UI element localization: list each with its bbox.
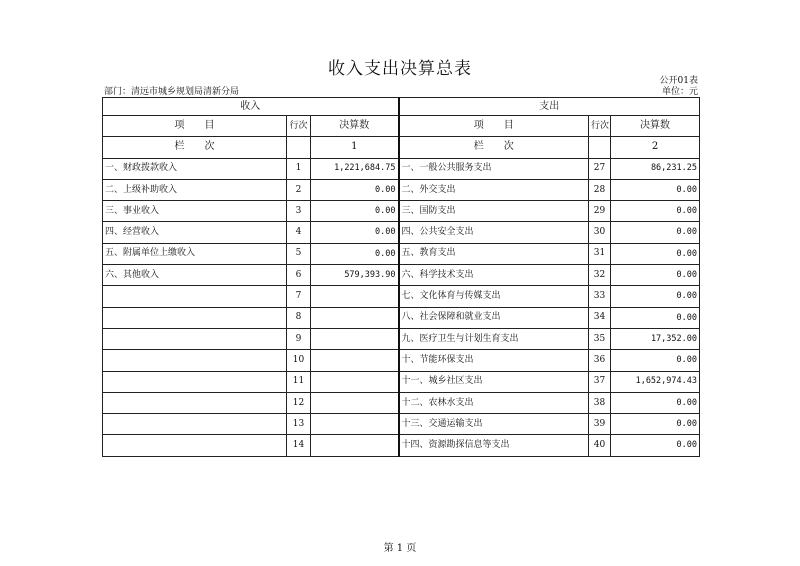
income-item-name [103, 392, 287, 413]
income-section-header: 收入 [103, 98, 399, 116]
expense-item-name: 六、科学技术支出 [399, 265, 589, 286]
expense-row-number: 35 [589, 328, 611, 349]
column-header-row [103, 116, 700, 137]
income-item-name [103, 414, 287, 435]
income-row-number: 11 [287, 371, 311, 392]
expense-item-name: 一、一般公共服务支出 [399, 158, 589, 179]
page-title: 收入支出决算总表 [328, 59, 472, 79]
income-column-label: 栏 次 [103, 137, 287, 158]
expense-row-number: 28 [589, 179, 611, 200]
expense-amount: 0.00 [611, 435, 700, 456]
expense-item-name: 十、节能环保支出 [399, 350, 589, 371]
table-row [103, 414, 700, 435]
income-amount: 1,221,684.75 [311, 158, 399, 179]
expense-amount: 86,231.25 [611, 158, 700, 179]
expense-amount: 0.00 [611, 201, 700, 222]
table-row [103, 350, 700, 371]
expense-item-name: 三、国防支出 [399, 201, 589, 222]
table-row [103, 158, 700, 179]
expense-item-name: 十四、资源勘探信息等支出 [399, 435, 589, 456]
expense-item-name: 十三、交通运输支出 [399, 414, 589, 435]
income-row-number: 5 [287, 243, 311, 264]
expense-item-name: 十二、农林水支出 [399, 392, 589, 413]
expense-column-number: 2 [611, 137, 700, 158]
income-amount: 0.00 [311, 222, 399, 243]
income-item-name: 四、经营收入 [103, 222, 287, 243]
expense-row-number: 32 [589, 265, 611, 286]
income-column-blank [287, 137, 311, 158]
income-row-number: 8 [287, 307, 311, 328]
income-item-name: 六、其他收入 [103, 265, 287, 286]
expense-amount: 17,352.00 [611, 328, 700, 349]
income-expense-table [102, 97, 700, 457]
expense-item-name: 八、社会保障和就业支出 [399, 307, 589, 328]
income-amount: 0.00 [311, 201, 399, 222]
income-item-name: 一、财政拨款收入 [103, 158, 287, 179]
table-row [103, 307, 700, 328]
expense-row-number: 39 [589, 414, 611, 435]
expense-amount: 0.00 [611, 265, 700, 286]
expense-column-label: 栏 次 [399, 137, 589, 158]
form-number: 公开01表 [659, 76, 698, 86]
table-row [103, 222, 700, 243]
income-amount [311, 328, 399, 349]
expense-row-number: 34 [589, 307, 611, 328]
income-amount [311, 307, 399, 328]
income-row-number: 12 [287, 392, 311, 413]
expense-section-header: 支出 [399, 98, 700, 116]
expense-amount: 0.00 [611, 286, 700, 307]
income-row-number: 10 [287, 350, 311, 371]
income-item-name [103, 307, 287, 328]
expense-item-name: 九、医疗卫生与计划生育支出 [399, 328, 589, 349]
income-row-number: 2 [287, 179, 311, 200]
expense-amount: 0.00 [611, 392, 700, 413]
income-amount [311, 286, 399, 307]
column-number-row [103, 137, 700, 158]
expense-item-name: 七、文化体育与传媒支出 [399, 286, 589, 307]
expense-amount: 0.00 [611, 414, 700, 435]
expense-amount: 0.00 [611, 307, 700, 328]
income-row-number: 6 [287, 265, 311, 286]
expense-row-number: 29 [589, 201, 611, 222]
expense-row-number: 31 [589, 243, 611, 264]
income-amount [311, 371, 399, 392]
table-row [103, 371, 700, 392]
expense-row-number: 38 [589, 392, 611, 413]
expense-row-number: 37 [589, 371, 611, 392]
expense-amount: 0.00 [611, 179, 700, 200]
expense-row-number: 30 [589, 222, 611, 243]
income-amount [311, 435, 399, 456]
income-row-number: 9 [287, 328, 311, 349]
section-header-row [103, 98, 700, 116]
expense-amount: 0.00 [611, 243, 700, 264]
income-item-name: 三、事业收入 [103, 201, 287, 222]
page-number: 第 1 页 [383, 543, 417, 554]
table-row [103, 201, 700, 222]
expense-row-number: 36 [589, 350, 611, 371]
table-row [103, 179, 700, 200]
income-item-name [103, 350, 287, 371]
income-row-no-header: 行次 [287, 116, 311, 137]
table-row [103, 435, 700, 456]
income-item-header: 项 目 [103, 116, 287, 137]
income-row-number: 1 [287, 158, 311, 179]
income-item-name [103, 371, 287, 392]
table-row [103, 328, 700, 349]
expense-row-number: 27 [589, 158, 611, 179]
income-amount [311, 350, 399, 371]
table-row [103, 286, 700, 307]
income-amount [311, 392, 399, 413]
income-amount: 0.00 [311, 179, 399, 200]
expense-item-name: 五、教育支出 [399, 243, 589, 264]
expense-item-name: 四、公共安全支出 [399, 222, 589, 243]
income-column-number: 1 [311, 137, 399, 158]
income-row-number: 4 [287, 222, 311, 243]
income-item-name: 二、上级补助收入 [103, 179, 287, 200]
income-item-name [103, 435, 287, 456]
income-item-name [103, 328, 287, 349]
expense-amount: 0.00 [611, 222, 700, 243]
expense-row-number: 33 [589, 286, 611, 307]
expense-amount: 0.00 [611, 350, 700, 371]
income-row-number: 14 [287, 435, 311, 456]
income-amount: 579,393.90 [311, 265, 399, 286]
department-label: 部门：清远市城乡规划局清新分局 [104, 87, 240, 97]
table-row [103, 392, 700, 413]
expense-item-name: 十一、城乡社区支出 [399, 371, 589, 392]
expense-amount-header: 决算数 [611, 116, 700, 137]
income-amount: 0.00 [311, 243, 399, 264]
expense-amount: 1,652,974.43 [611, 371, 700, 392]
income-row-number: 7 [287, 286, 311, 307]
expense-item-name: 二、外交支出 [399, 179, 589, 200]
income-amount-header: 决算数 [311, 116, 399, 137]
income-row-number: 13 [287, 414, 311, 435]
income-row-number: 3 [287, 201, 311, 222]
unit-label: 单位：元 [661, 87, 698, 97]
expense-item-header: 项 目 [399, 116, 589, 137]
income-amount [311, 414, 399, 435]
income-item-name: 五、附属单位上缴收入 [103, 243, 287, 264]
table-row [103, 243, 700, 264]
table-row [103, 265, 700, 286]
expense-row-no-header: 行次 [589, 116, 611, 137]
expense-row-number: 40 [589, 435, 611, 456]
income-item-name [103, 286, 287, 307]
expense-column-blank [589, 137, 611, 158]
